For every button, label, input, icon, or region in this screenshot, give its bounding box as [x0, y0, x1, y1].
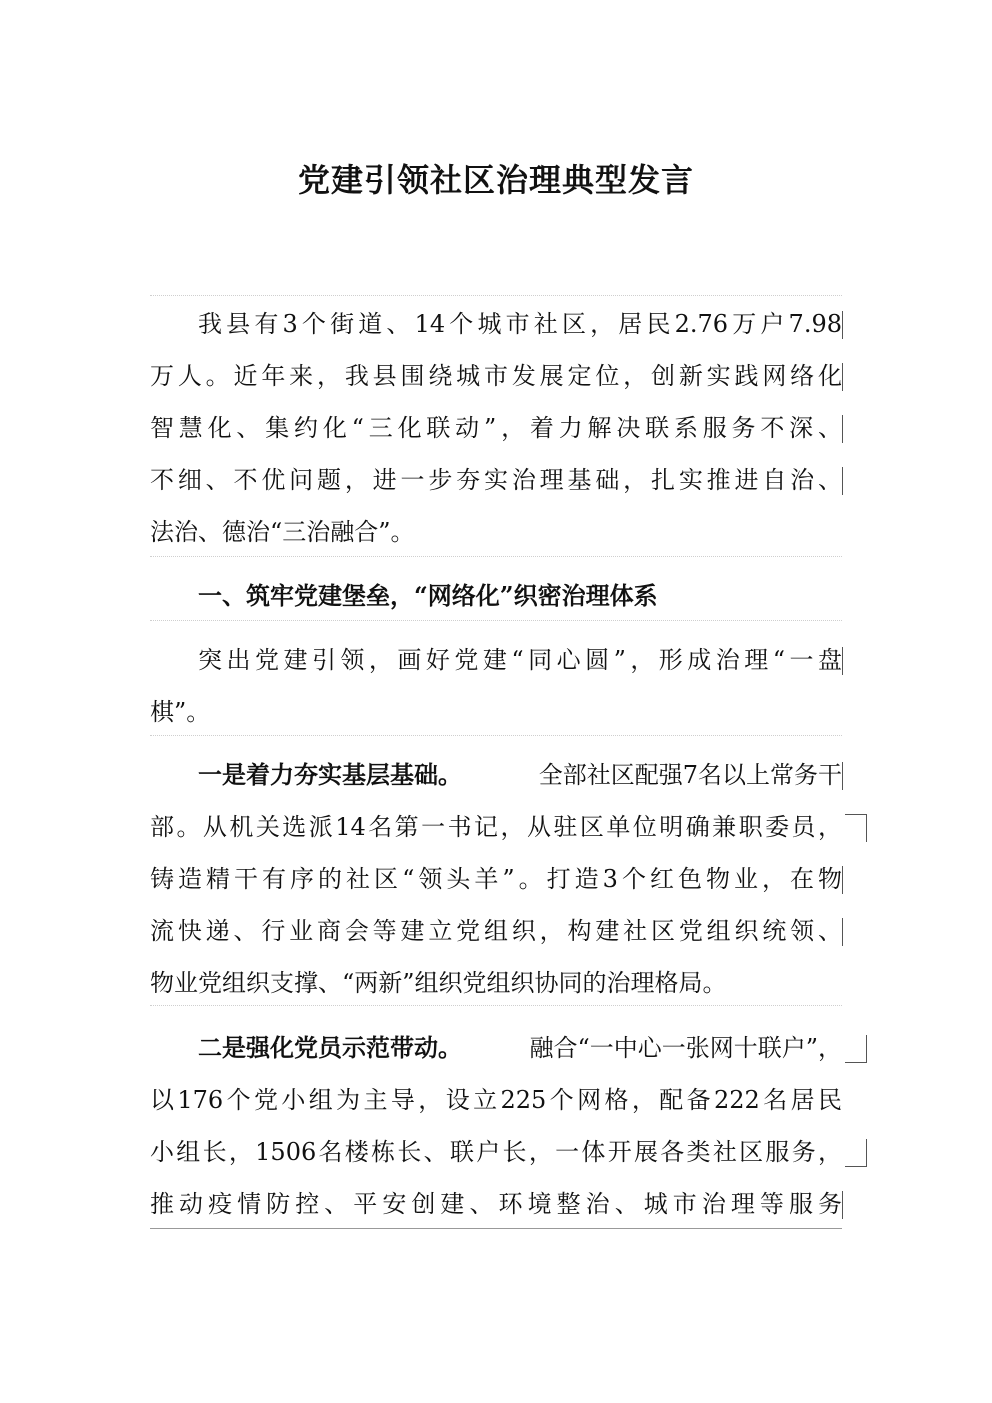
paragraph-line: 智慧化、集约化“三化联动”，着力解决联系服务不深、: [150, 414, 842, 442]
margin-mark: [866, 814, 867, 842]
margin-mark: [842, 762, 843, 790]
paragraph-line: [150, 1028, 842, 1068]
text-area-bottom-border: [150, 1228, 842, 1229]
paragraph-divider: [150, 735, 842, 736]
paragraph-line: 流快递、行业商会等建立党组织，构建社区党组织统领、: [150, 917, 842, 945]
paragraph-lead: 一是着力夯实基层基础。: [198, 760, 462, 789]
margin-mark: [842, 363, 843, 391]
paragraph-line: 我县有3个街道、14个城市社区，居民2.76万户7.98: [198, 310, 842, 338]
margin-mark: [842, 1191, 843, 1219]
margin-mark: [842, 311, 843, 339]
paragraph-line: 以176个党小组为主导，设立225个网格，配备222名居民: [150, 1086, 842, 1114]
paragraph-line: 棋”。: [150, 698, 211, 726]
margin-tick: [845, 1062, 867, 1063]
margin-mark: [842, 918, 843, 946]
section-heading: 一、筑牢党建堡垒，“网络化”织密治理体系: [198, 581, 658, 610]
paragraph-line: 部。从机关选派14名第一书记，从驻区单位明确兼职委员，: [150, 813, 842, 841]
margin-mark: [842, 866, 843, 894]
margin-mark: [842, 415, 843, 443]
margin-mark: [842, 467, 843, 495]
paragraph-line: 推动疫情防控、平安创建、环境整治、城市治理等服务: [150, 1190, 842, 1218]
margin-mark: [842, 647, 843, 675]
paragraph-line: 万人。近年来，我县围绕城市发展定位，创新实践网络化: [150, 362, 842, 390]
paragraph-line: 法治、德治“三治融合”。: [150, 518, 415, 546]
margin-mark: [866, 1035, 867, 1063]
margin-tick: [845, 814, 867, 815]
paragraph-line: 突出党建引领，画好党建“同心圆”，形成治理“一盘: [198, 646, 842, 674]
paragraph-line: [150, 755, 842, 795]
paragraph-divider: [150, 620, 842, 621]
paragraph-line: 不细、不优问题，进一步夯实治理基础，扎实推进自治、: [150, 466, 842, 494]
paragraph-lead: 二是强化党员示范带动。: [198, 1033, 462, 1062]
paragraph-text: 融合“一中心一张网十联户”，: [529, 1034, 842, 1062]
paragraph-divider: [150, 295, 842, 296]
margin-tick: [845, 1166, 867, 1167]
paragraph-line: 铸造精干有序的社区“领头羊”。打造3个红色物业，在物: [150, 865, 842, 893]
margin-mark: [866, 1139, 867, 1167]
document-title: 党建引领社区治理典型发言: [297, 161, 694, 199]
paragraph-text: 全部社区配强7名以上常务干: [538, 761, 842, 789]
paragraph-divider: [150, 556, 842, 557]
paragraph-line: 物业党组织支撑、“两新”组织党组织协同的治理格局。: [150, 969, 727, 997]
paragraph-line: 小组长，1506名楼栋长、联户长，一体开展各类社区服务，: [150, 1138, 842, 1166]
paragraph-divider: [150, 1005, 842, 1006]
